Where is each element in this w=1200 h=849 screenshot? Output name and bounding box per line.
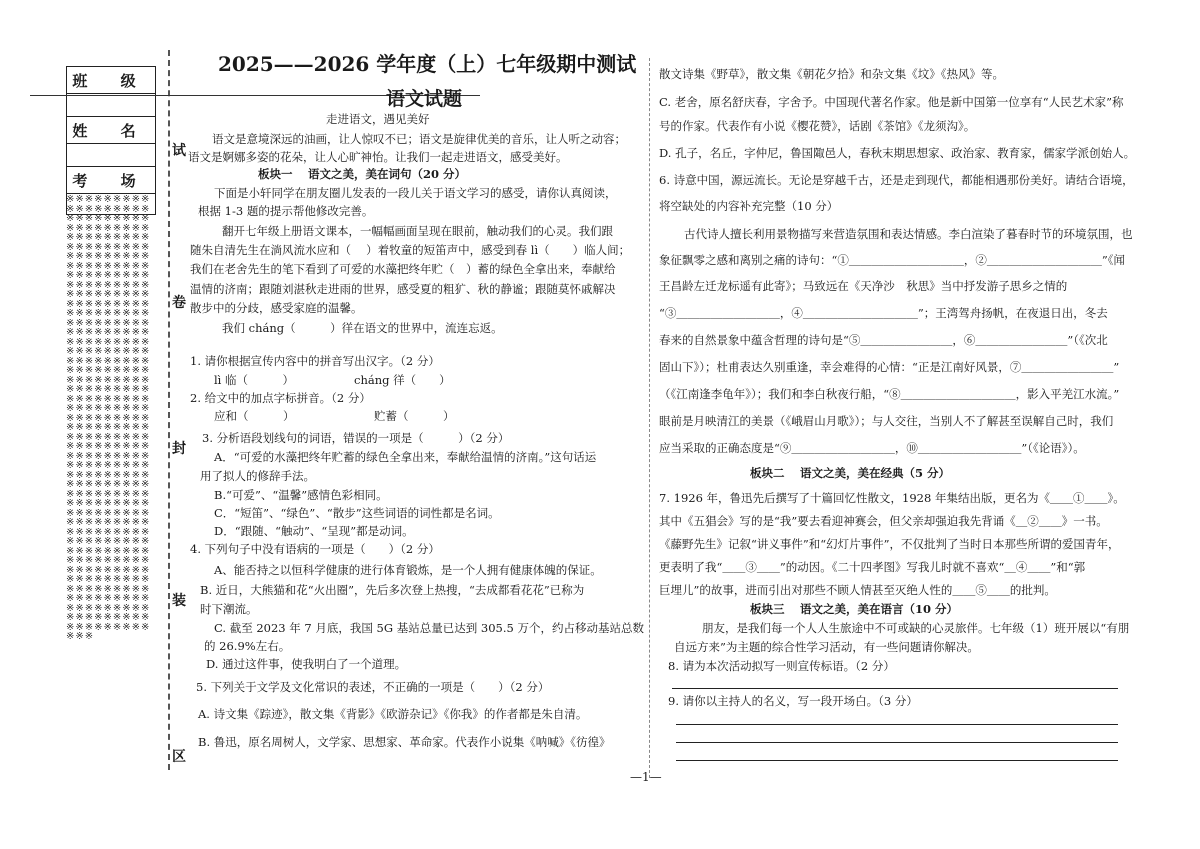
- student-info-box: [66, 66, 156, 215]
- question-5: 5. 下列关于文学及文化常识的表述，不正确的一项是（ ）（2 分）: [196, 680, 550, 694]
- q4-option: A、能否持之以恒科学健康的进行体育锻炼，是一个人拥有健康体魄的保证。: [214, 563, 602, 577]
- q3-option: A．“可爱的水藻把终年贮蓄的绿色全拿出来，奉献给温情的济南。”这句话运: [214, 450, 597, 464]
- question-7[interactable]: 7. 1926 年，鲁迅先后撰写了十篇回忆性散文，1928 年集结出版，更名为《＿＿①＿＿》。: [659, 491, 1125, 505]
- question-6: 6. 诗意中国，源远流长。无论是穿越千古，还是走到现代，都能相遇那份美好。请结合语境，: [659, 173, 1134, 187]
- page-number: —1—: [630, 770, 662, 784]
- room-label: 考 场: [67, 167, 155, 194]
- class-label: 班 级: [67, 67, 155, 94]
- q4-option: 时下潮流。: [200, 602, 258, 616]
- passage-line: 翻开七年级上册语文课本，一幅幅画面呈现在眼前，触动我们的心灵。我们跟: [222, 224, 613, 238]
- question-1: 1. 请你根据宣传内容中的拼音写出汉字。（2 分）: [190, 354, 440, 368]
- q6-body[interactable]: 春来的自然景象中蕴含哲理的诗句是“⑤＿＿＿＿＿＿＿＿，⑥＿＿＿＿＿＿＿＿”（《次北: [659, 333, 1108, 347]
- block1-intro: 下面是小轩同学在朋友圈儿发表的一段儿关于语文学习的感受，请你认真阅读，: [214, 186, 617, 200]
- passage-line: 我们在老舍先生的笔下看到了可爱的水藻把终年贮（ ）蓄的绿色全拿出来，奉献给: [190, 262, 616, 276]
- q6-body: 古代诗人擅长利用景物描写来营造氛围和表达情感。李白渲染了暮春时节的环境氛围，也: [684, 227, 1133, 241]
- q3-option: B.“可爱”、“温馨”感情色彩相同。: [214, 488, 388, 502]
- seal-char-3: 封: [172, 441, 186, 457]
- q6-body: 王昌龄左迁龙标遥有此寄》；马致远在《天净沙 秋思》当中抒发游子思乡之情的: [659, 279, 1068, 293]
- q6-body[interactable]: 应当采取的正确态度是“⑨＿＿＿＿＿＿＿＿＿，⑩＿＿＿＿＿＿＿＿＿”（《论语》）。: [659, 441, 1085, 455]
- q6-body: 眼前是月映清江的美景（《峨眉山月歌》）；与人交往，当别人不了解甚至误解自己时，我们: [659, 414, 1114, 428]
- block3-intro: 自远方来”为主题的综合性学习活动，有一些问题请你解决。: [674, 640, 979, 654]
- intro-title: 走进语文，遇见美好: [326, 112, 430, 126]
- q4-option: B. 近日，大熊猫和花“火出圈”，先后多次登上热搜，“去成都看花花”已称为: [200, 583, 585, 597]
- question-7[interactable]: 其中《五猖会》写的是“我”要去看迎神赛会，但父亲却强迫我先背诵《＿②＿＿》一书。: [659, 514, 1108, 528]
- intro-line: 语文是意境深远的油画，让人惊叹不已；语文是旋律优美的音乐，让人听之动容；: [212, 132, 626, 146]
- q4-option: C. 截至 2023 年 7 月底，我国 5G 基站总量已达到 305.5 万个，约占移动基站总数: [214, 621, 644, 635]
- q8-answer-line[interactable]: [672, 688, 1118, 689]
- seal-char-5: 区: [172, 749, 186, 765]
- q5-option: A. 诗文集《踪迹》，散文集《背影》《欧游杂记》《你我》的作者都是朱自清。: [198, 707, 588, 721]
- q5-option: 号的作家。代表作有小说《樱花赞》，话剧《茶馆》《龙须沟》。: [659, 119, 976, 133]
- q6-body[interactable]: “③＿＿＿＿＿＿＿＿＿，④＿＿＿＿＿＿＿＿＿＿”；王湾驾舟扬帆，在夜退日出，冬去: [659, 306, 1108, 320]
- block2-title: 板块二 语文之美，美在经典（5 分）: [750, 466, 951, 480]
- q9-answer-line[interactable]: [676, 724, 1118, 725]
- question-7: 《藤野先生》记叙“讲义事件”和“幻灯片事件”，不仅批判了当时日本那些所谓的爱国青年，: [659, 537, 1120, 551]
- q2-answer-b[interactable]: 贮蓄（ ）: [374, 409, 455, 423]
- binding-dashed-line: [168, 50, 170, 770]
- q6-body[interactable]: 固山下》）；杜甫表达久别重逢，幸会难得的心情：“正是江南好风景，⑦＿＿＿＿＿＿＿＿”: [659, 360, 1120, 374]
- column-divider: [649, 58, 650, 778]
- page-title: 2025——2026 学年度（上）七年级期中测试: [218, 52, 637, 76]
- q1-answer-b[interactable]: cháng 徉（ ）: [354, 373, 451, 387]
- block1-intro: 根据 1-3 题的提示帮他修改完善。: [198, 204, 374, 218]
- q9-answer-line[interactable]: [676, 742, 1118, 743]
- q2-answer-a[interactable]: 应和（ ）: [214, 409, 295, 423]
- question-7[interactable]: 更表明了我“＿＿③＿＿”的动因。《二十四孝图》写我儿时就不喜欢“＿④＿＿”和“郭: [659, 560, 1086, 574]
- q5-option: D. 孔子，名丘，字仲尼，鲁国陬邑人，春秋末期思想家、政治家、教育家，儒家学派创始人。: [659, 146, 1136, 160]
- passage-end: 我们 cháng（ ）徉在语文的世界中，流连忘返。: [222, 321, 503, 335]
- question-2: 2. 给文中的加点字标拼音。（2 分）: [190, 391, 371, 405]
- class-field[interactable]: [67, 94, 155, 117]
- q3-option: D．“跟随、“触动”、“呈现”都是动词。: [214, 524, 414, 538]
- q1-answer-a[interactable]: lì 临（ ）: [214, 373, 295, 387]
- seal-char-1: 试: [172, 143, 186, 159]
- name-label: 姓 名: [67, 117, 155, 144]
- question-8: 8. 请为本次活动拟写一则宣传标语。（2 分）: [668, 659, 895, 673]
- passage-line: 随朱自清先生在淌风流水应和（ ）着牧童的短笛声中，感受到春 lì（ ）临人间；: [190, 243, 631, 257]
- q4-option: D. 通过这件事，使我明白了一个道理。: [206, 657, 407, 671]
- q5-option: B. 鲁迅，原名周树人，文学家、思想家、革命家。代表作小说集《呐喊》《彷徨》: [198, 735, 611, 749]
- seal-char-4: 装: [172, 593, 186, 609]
- name-field[interactable]: [67, 144, 155, 167]
- block1-title: 板块一 语文之美，美在词句（20 分）: [258, 167, 467, 181]
- question-4: 4. 下列句子中没有语病的一项是（ ）（2 分）: [190, 542, 440, 556]
- q6-body[interactable]: 象征飘零之感和离别之痛的诗句：“①＿＿＿＿＿＿＿＿＿＿，②＿＿＿＿＿＿＿＿＿＿”《闻: [659, 253, 1126, 267]
- question-7[interactable]: 巨埋儿”的故事，进而引出对那些不顾人情甚至灭绝人性的＿＿⑤＿＿的批判。: [659, 583, 1056, 597]
- block3-intro: 朋友，是我们每一个人人生旅途中不可或缺的心灵旅伴。七年级（1）班开展以“有朋: [702, 621, 1130, 635]
- block3-title: 板块三 语文之美，美在语言（10 分）: [750, 602, 959, 616]
- q9-answer-line[interactable]: [676, 760, 1118, 761]
- q4-option: 的 26.9%左右。: [204, 639, 291, 653]
- question-9: 9. 请你以主持人的名义，写一段开场白。（3 分）: [668, 694, 918, 708]
- passage-line: 散步中的分歧，感受家庭的温馨。: [190, 301, 363, 315]
- binding-pattern: ※※※※※※※※※※※※※※※※※※※※※※※※※※※※※※※※※※※※※※※※※※※※※※※※※※※※※※※※※※※※※※※※※※※※※※※※※※※※※※※※※※※※※※※※※※※※※※※※※※※※※※※※※※※※※※※※※※※※※※※※※※※※※※※※※※※※※※※※※※※※※※※※※※※※※※※※※※※※※※※※※※※※※※※※※※※※※※※※※※※※※※※※※※※※※※※※※※※※※※※※※※※※※※※※※※※※※※※※※※※※※※※※※※※※※※※※※※※※※※※※※※※※※※※※※※※※※※※※※※※※※※※※※※※※※※※※※※※※※※※※※※※※※※※※※※※※※※※※※※※※※※※※※※※※※※※※※※※※※※※※※※※※※※※※※※※※※※※※※※※※※※※※※※※※※※※※※※※※※※※※※※※※※※※※※※※※※※※※※※※※※※※※※※※※※※※※※※※※※※※※※※※※※※※※※※※※※※※※※: [66, 195, 151, 642]
- q5-continued: 散文诗集《野草》，散文集《朝花夕拾》和杂文集《坟》《热风》等。: [659, 67, 1004, 81]
- page-subtitle: 语文试题: [386, 88, 463, 110]
- question-3: 3. 分析语段划线句的词语，错误的一项是（ ）（2 分）: [202, 431, 510, 445]
- q3-option: C．“短笛”、“绿色”、“散步”这些词语的词性都是名词。: [214, 506, 500, 520]
- seal-char-2: 卷: [172, 295, 186, 311]
- q6-body[interactable]: （《江南逢李龟年》）；我们和李白秋夜行船，“⑧＿＿＿＿＿＿＿＿＿＿，影入平羌江水流。”: [659, 387, 1120, 401]
- q5-option: C. 老舍，原名舒庆春，字舍予。中国现代著名作家。他是新中国第一位享有“人民艺术家”称: [659, 95, 1124, 109]
- intro-line: 语文是婀娜多姿的花朵，让人心旷神怡。让我们一起走进语文，感受美好。: [188, 150, 568, 164]
- q3-option: 用了拟人的修辞手法。: [200, 469, 315, 483]
- question-6: 将空缺处的内容补充完整（10 分）: [659, 199, 839, 213]
- passage-line: 温情的济南；跟随刘湛秋走进雨的世界，感受夏的粗犷、秋的静谧；跟随莫怀戚解决: [190, 282, 616, 296]
